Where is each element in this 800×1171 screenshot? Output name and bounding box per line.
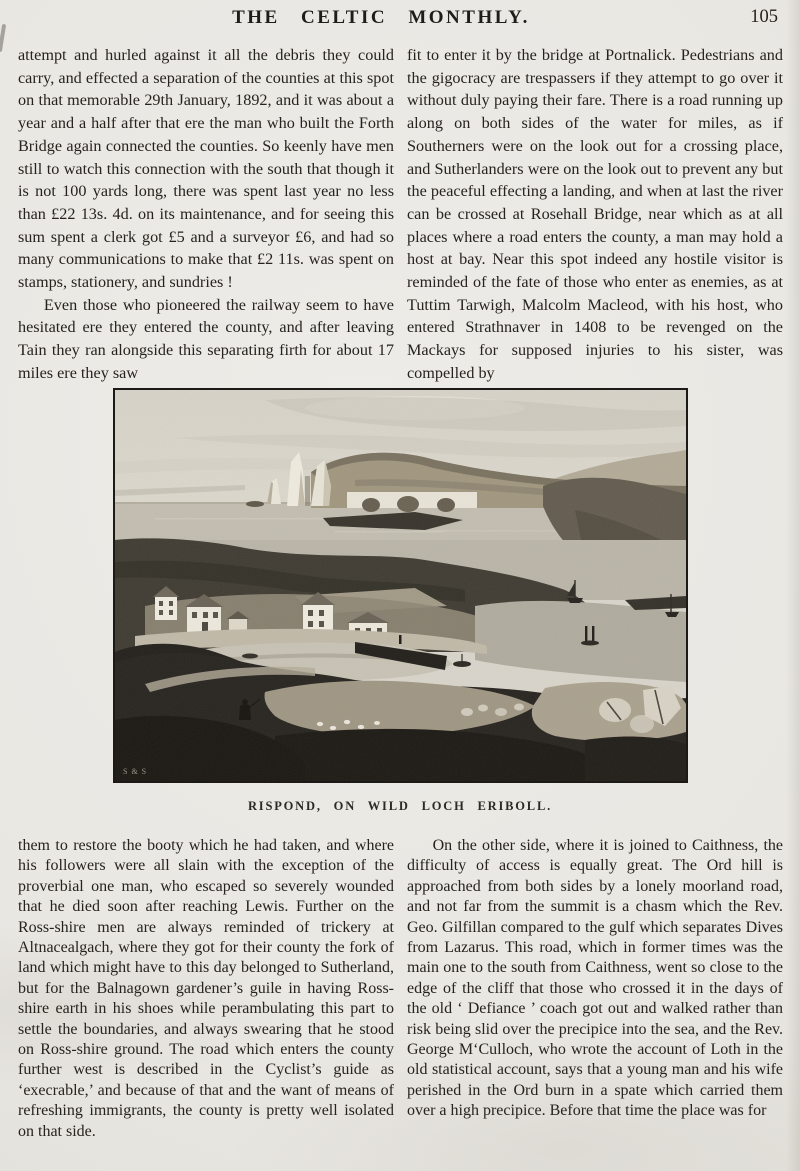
column-top-right — [407, 44, 783, 391]
illustration-caption: RISPOND, ON WILD LOCH ERIBOLL. — [247, 799, 553, 813]
paragraph: fit to enter it by the bridge at Portnalick. Pedestrians and the gigocracy are trespassers if they attempt to go over it without duly paying their fare. There is a road running up along on both sides of the water for miles, as if Southerners were on the look out for a crossing place, and Sutherlanders were on the look out to prevent any but the peaceful effecting a landing, and when at last the river can be crossed at Rosehall Bridge, near which as at all places where a road enters the county, a man may hold a host at bay. Near this spot indeed any hostile visitor is reminded of the fate of those who enter as enemies, as at Tuttim Tarwigh, Malcolm Macleod, with his host, who entered Strathnaver in 1408 to be revenged on the Mackays for supposed injuries to his sister, was compelled by — [407, 46, 783, 382]
column-bottom-left — [18, 836, 394, 1166]
illustration-scene — [115, 390, 686, 781]
paragraph: them to restore the booty which he had taken, and where his followers were all slain with the exception of the proverbial one man, who escaped so severely wounded that he died soon after reaching Lewis. Further on the Ross-shire men are always reminded of trickery at Altnacealgach, where they got for their county the fork of land which might have to this day belonged to Sutherland, but for the Balnagown gardener’s guile in having Ross-shire earth in his shoes while perambulating this part to settle the boundaries, and always swearing that he stood on Ross-shire ground. The road which enters the county further west is described in the Cyclist’s guide as ‘execrable,’ and because of that and the want of means of refreshing immigrants, the county is pretty well isolated on that side. — [18, 837, 394, 1140]
illustration-rispond — [113, 388, 688, 783]
paragraph: On the other side, where it is joined to Caithness, the difficulty of access is equally great. The Ord hill is approached from both sides by a lonely moorland road, and not far from the summit is a chasm which the Rev. Geo. Gilfillan compared to the gulf which separates Dives from Lazarus. This road, which in former times was the main one to the south from Caithness, went so close to the edge of the cliff that those who crossed it in the days of the old ‘ Defiance ’ coach got out and walked rather than risk being slid over the precipice into the sea, and the Rev. George M‘Culloch, who wrote the account of Loth in the old statistical account, says that a young man and his wife perished in the Ord burn in a spate which carried them over a high precipice. Before that time the place was for — [407, 837, 783, 1120]
column-bottom-right — [407, 836, 783, 1166]
journal-title: THE CELTIC MONTHLY. — [232, 7, 530, 28]
paragraph: attempt and hurled against it all the debris they could carry, and effected a separation of the counties at this spot on that memorable 29th January, 1892, and it was about a year and a half after that ere the man who built the Forth Bridge again connected the counties. So keenly have men still to watch this connection with the south that though it is not 100 yards long, there was spent last year no less than £22 13s. 4d. on its maintenance, and for seeing this sum spent a clerk got £5 and a surveyor £6, and had so many communications to make that £2 11s. was spent on stamps, stationery, and sundries ! — [18, 46, 394, 292]
paragraph: Even those who pioneered the railway seem to have hesitated ere they entered the county, and after leaving Tain they ran alongside this separating firth for about 17 miles ere they saw — [18, 295, 394, 382]
halftone-grain — [115, 390, 686, 781]
engraver-signature: S & S — [123, 767, 148, 776]
column-top-left — [18, 44, 394, 391]
page-number: 105 — [750, 7, 778, 27]
top-text-block — [18, 44, 783, 391]
bottom-text-block — [18, 836, 783, 1166]
